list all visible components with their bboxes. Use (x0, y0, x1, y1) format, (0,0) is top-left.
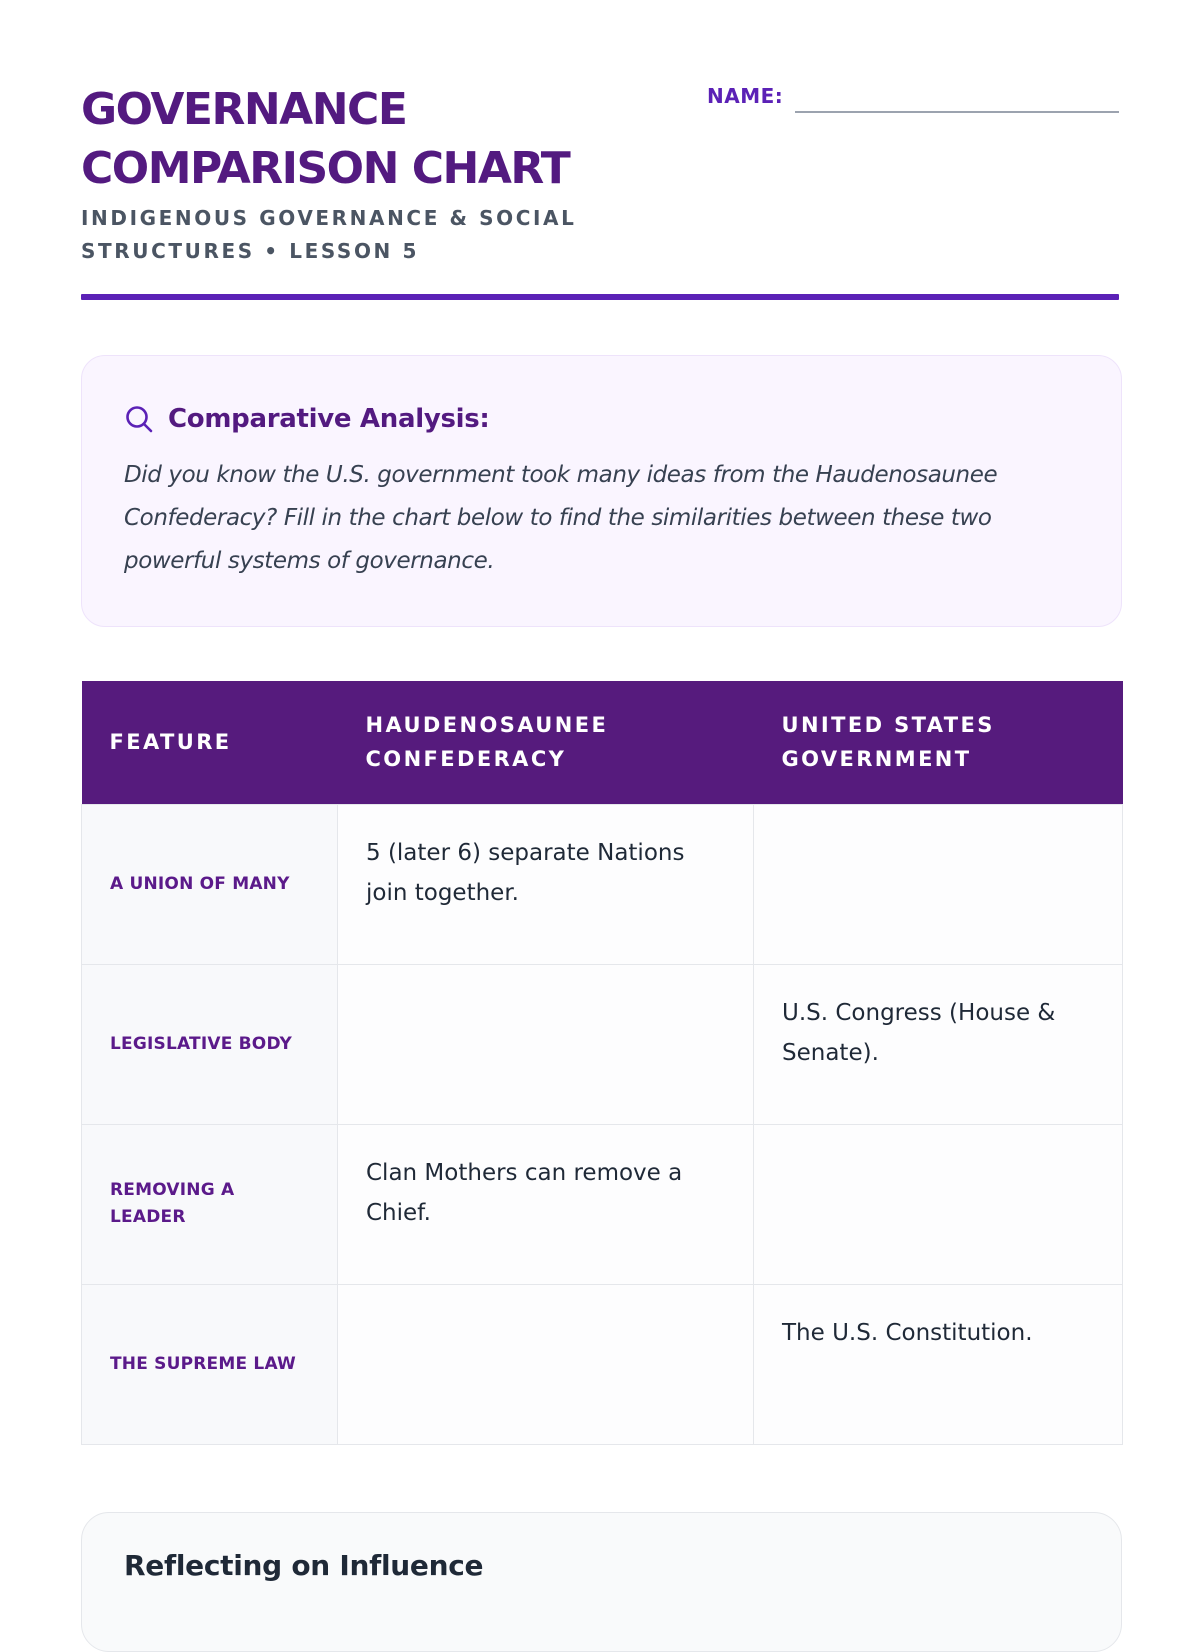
row-feature-label: REMOVING A LEADER (82, 1124, 338, 1284)
us-cell: U.S. Congress (House & Senate). (754, 964, 1123, 1124)
column-header-united-states: UNITED STATES GOVERNMENT (754, 681, 1123, 804)
header-divider (81, 294, 1119, 300)
table-row (82, 1284, 1123, 1444)
table-row (82, 964, 1123, 1124)
page-title: GOVERNANCE COMPARISON CHART (81, 84, 570, 194)
row-feature-label: A UNION OF MANY (82, 804, 338, 964)
page-header (81, 0, 1119, 300)
reflection-title: Reflecting on Influence (124, 1549, 484, 1582)
haudenosaunee-answer-cell[interactable] (338, 964, 754, 1124)
name-input-line[interactable] (795, 111, 1119, 113)
analysis-heading (124, 400, 1079, 438)
comparative-analysis-panel (81, 355, 1122, 627)
governance-comparison-table (81, 681, 1123, 1445)
table-row (82, 804, 1123, 964)
row-feature-label: THE SUPREME LAW (82, 1284, 338, 1444)
haudenosaunee-cell: 5 (later 6) separate Nations join together. (338, 804, 754, 964)
name-label: NAME: (707, 84, 784, 108)
table-header-row (82, 681, 1123, 804)
us-cell: The U.S. Constitution. (754, 1284, 1123, 1444)
us-answer-cell[interactable] (754, 804, 1123, 964)
name-field[interactable] (707, 80, 1119, 114)
reflection-panel (81, 1512, 1122, 1652)
search-icon (124, 404, 154, 434)
us-answer-cell[interactable] (754, 1124, 1123, 1284)
table-row (82, 1124, 1123, 1284)
column-header-haudenosaunee: HAUDENOSAUNEE CONFEDERACY (338, 681, 754, 804)
analysis-text: Did you know the U.S. government took many ideas from the Haudenosaunee Confederacy? Fill in the chart below to find the similarities between these two powerful systems of governance. (124, 462, 998, 574)
row-feature-label: LEGISLATIVE BODY (82, 964, 338, 1124)
haudenosaunee-answer-cell[interactable] (338, 1284, 754, 1444)
analysis-title: Comparative Analysis: (168, 404, 490, 434)
haudenosaunee-cell: Clan Mothers can remove a Chief. (338, 1124, 754, 1284)
page-subtitle: INDIGENOUS GOVERNANCE & SOCIAL STRUCTURES • LESSON 5 (81, 206, 577, 263)
column-header-feature: FEATURE (82, 681, 338, 804)
